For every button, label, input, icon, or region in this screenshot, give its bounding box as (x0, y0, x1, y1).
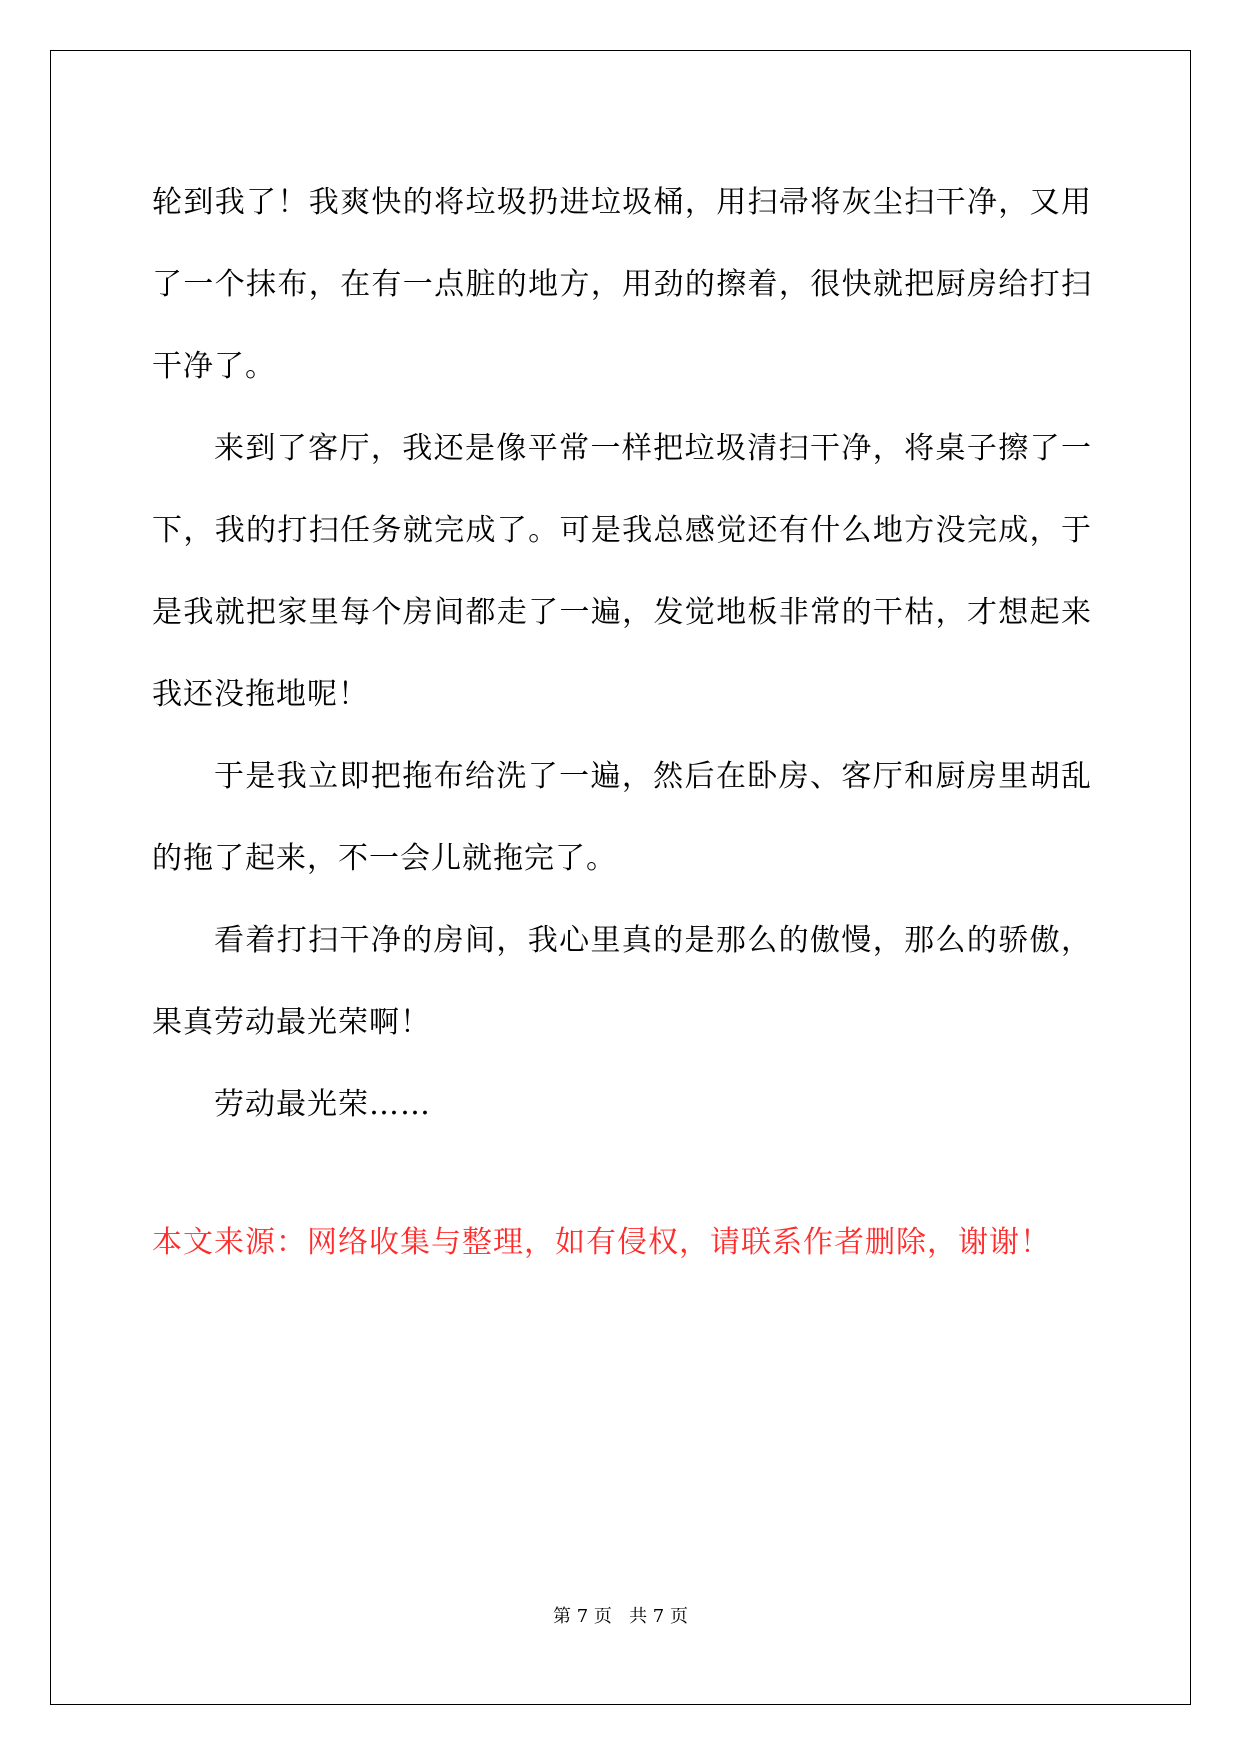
paragraph-2: 来到了客厅，我还是像平常一样把垃圾清扫干净，将桌子擦了一下，我的打扫任务就完成了。可是我总感觉还有什么地方没完成，于是我就把家里每个房间都走了一遍，发觉地板非常的干枯，才想起来我还没拖地呢！ (152, 431, 1092, 712)
source-note: 本文来源：网络收集与整理，如有侵权，请联系作者删除，谢谢！ (152, 1225, 1051, 1260)
current-page-number: 第 7 页 (553, 1606, 612, 1627)
total-pages: 共 7 页 (629, 1606, 688, 1627)
paragraph-5: 劳动最光荣…… (214, 1087, 431, 1122)
footer-spacer (612, 1606, 629, 1627)
document-body (152, 162, 1092, 1146)
page-footer (0, 1604, 1241, 1630)
paragraph-1: 轮到我了！我爽快的将垃圾扔进垃圾桶，用扫帚将灰尘扫干净，又用了一个抹布，在有一点脏的地方，用劲的擦着，很快就把厨房给打扫干净了。 (152, 185, 1092, 384)
paragraph-3: 于是我立即把拖布给洗了一遍，然后在卧房、客厅和厨房里胡乱的拖了起来，不一会儿就拖完了。 (152, 759, 1092, 876)
paragraph-4: 看着打扫干净的房间，我心里真的是那么的傲慢，那么的骄傲，果真劳动最光荣啊！ (152, 923, 1092, 1040)
